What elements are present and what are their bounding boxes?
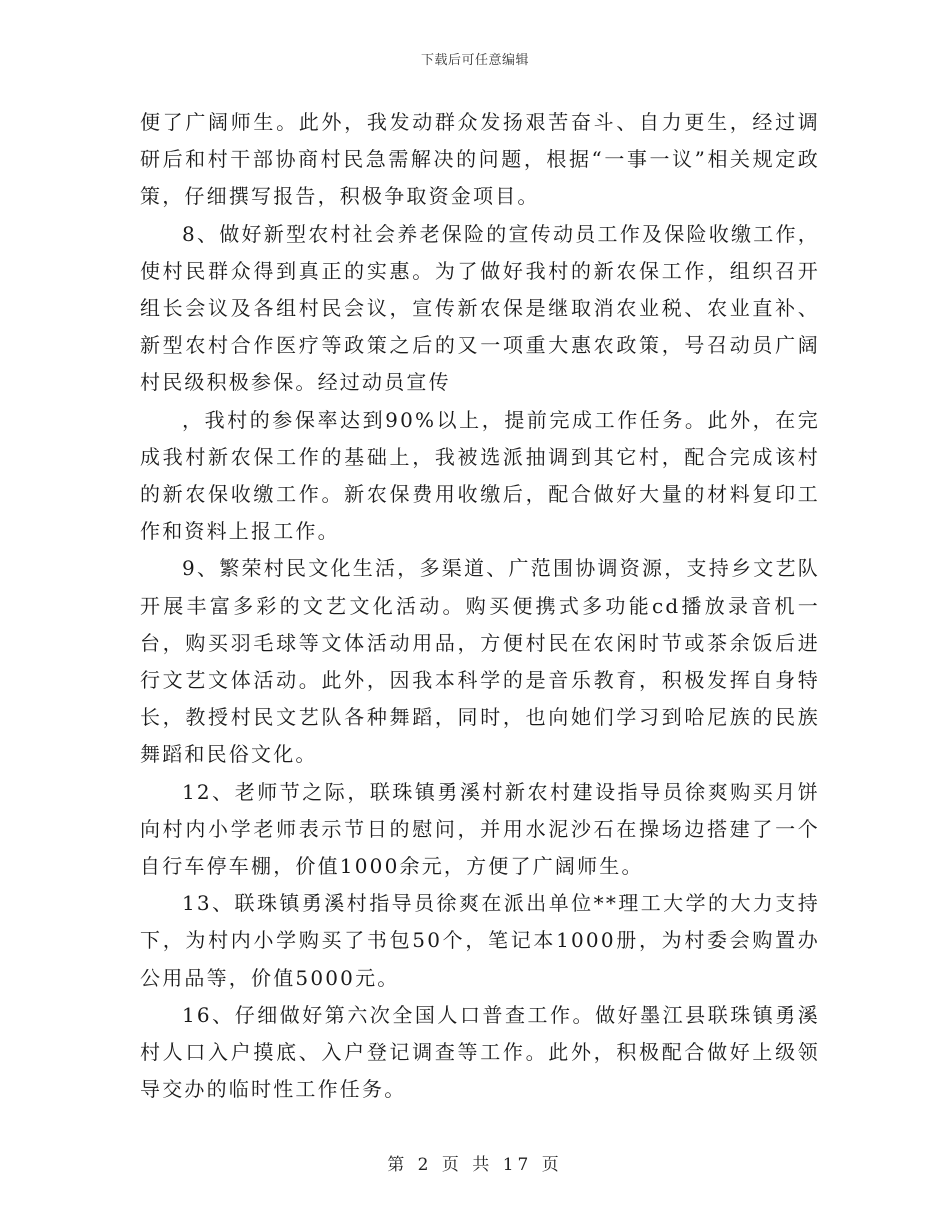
paragraph-3: ，我村的参保率达到90%以上，提前完成工作任务。此外，在完成我村新农保工作的基础上，我被选派抽调到其它村，配合完成该村的新农保收缴工作。新农保费用收缴后，配合做好大量的材料复印工作和资料上报工作。 [140, 407, 820, 544]
paragraph-4: 9、繁荣村民文化生活，多渠道、广范围协调资源，支持乡文艺队开展丰富多彩的文艺文化活动。购买便携式多功能cd播放录音机一台，购买羽毛球等文体活动用品，方便村民在农闲时节或茶余饭后进行文艺文体活动。此外，因我本科学的是音乐教育，积极发挥自身特长，教授村民文艺队各种舞蹈，同时，也向她们学习到哈尼族的民族舞蹈和民俗文化。 [140, 556, 820, 767]
paragraph-2: 8、做好新型农村社会养老保险的宣传动员工作及保险收缴工作，使村民群众得到真正的实惠。为了做好我村的新农保工作，组织召开组长会议及各组村民会议，宣传新农保是继取消农业税、农业直补、新型农村合作医疗等政策之后的又一项重大惠农政策，号召动员广阔村民级积极参保。经过动员宣传 [140, 221, 820, 395]
paragraph-1: 便了广阔师生。此外，我发动群众发扬艰苦奋斗、自力更生，经过调研后和村干部协商村民急需解决的问题，根据“一事一议”相关规定政策，仔细撰写报告，积极争取资金项目。 [140, 110, 820, 209]
page-number-footer: 第 2 页 共 17 页 [387, 1155, 563, 1175]
paragraph-6: 13、联珠镇勇溪村指导员徐爽在派出单位**理工大学的大力支持下，为村内小学购买了书包50个，笔记本1000册，为村委会购置办公用品等，价值5000元。 [140, 891, 820, 990]
paragraph-5: 12、老师节之际，联珠镇勇溪村新农村建设指导员徐爽购买月饼向村内小学老师表示节日的慰问，并用水泥沙石在操场边搭建了一个自行车停车棚，价值1000余元，方便了广阔师生。 [140, 779, 820, 879]
paragraph-7: 16、仔细做好第六次全国人口普查工作。做好墨江县联珠镇勇溪村人口入户摸底、入户登记调查等工作。此外，积极配合做好上级领导交办的临时性工作任务。 [140, 1002, 820, 1102]
page-header: 下载后可任意编辑 [420, 53, 529, 68]
document-body [140, 104, 820, 1108]
